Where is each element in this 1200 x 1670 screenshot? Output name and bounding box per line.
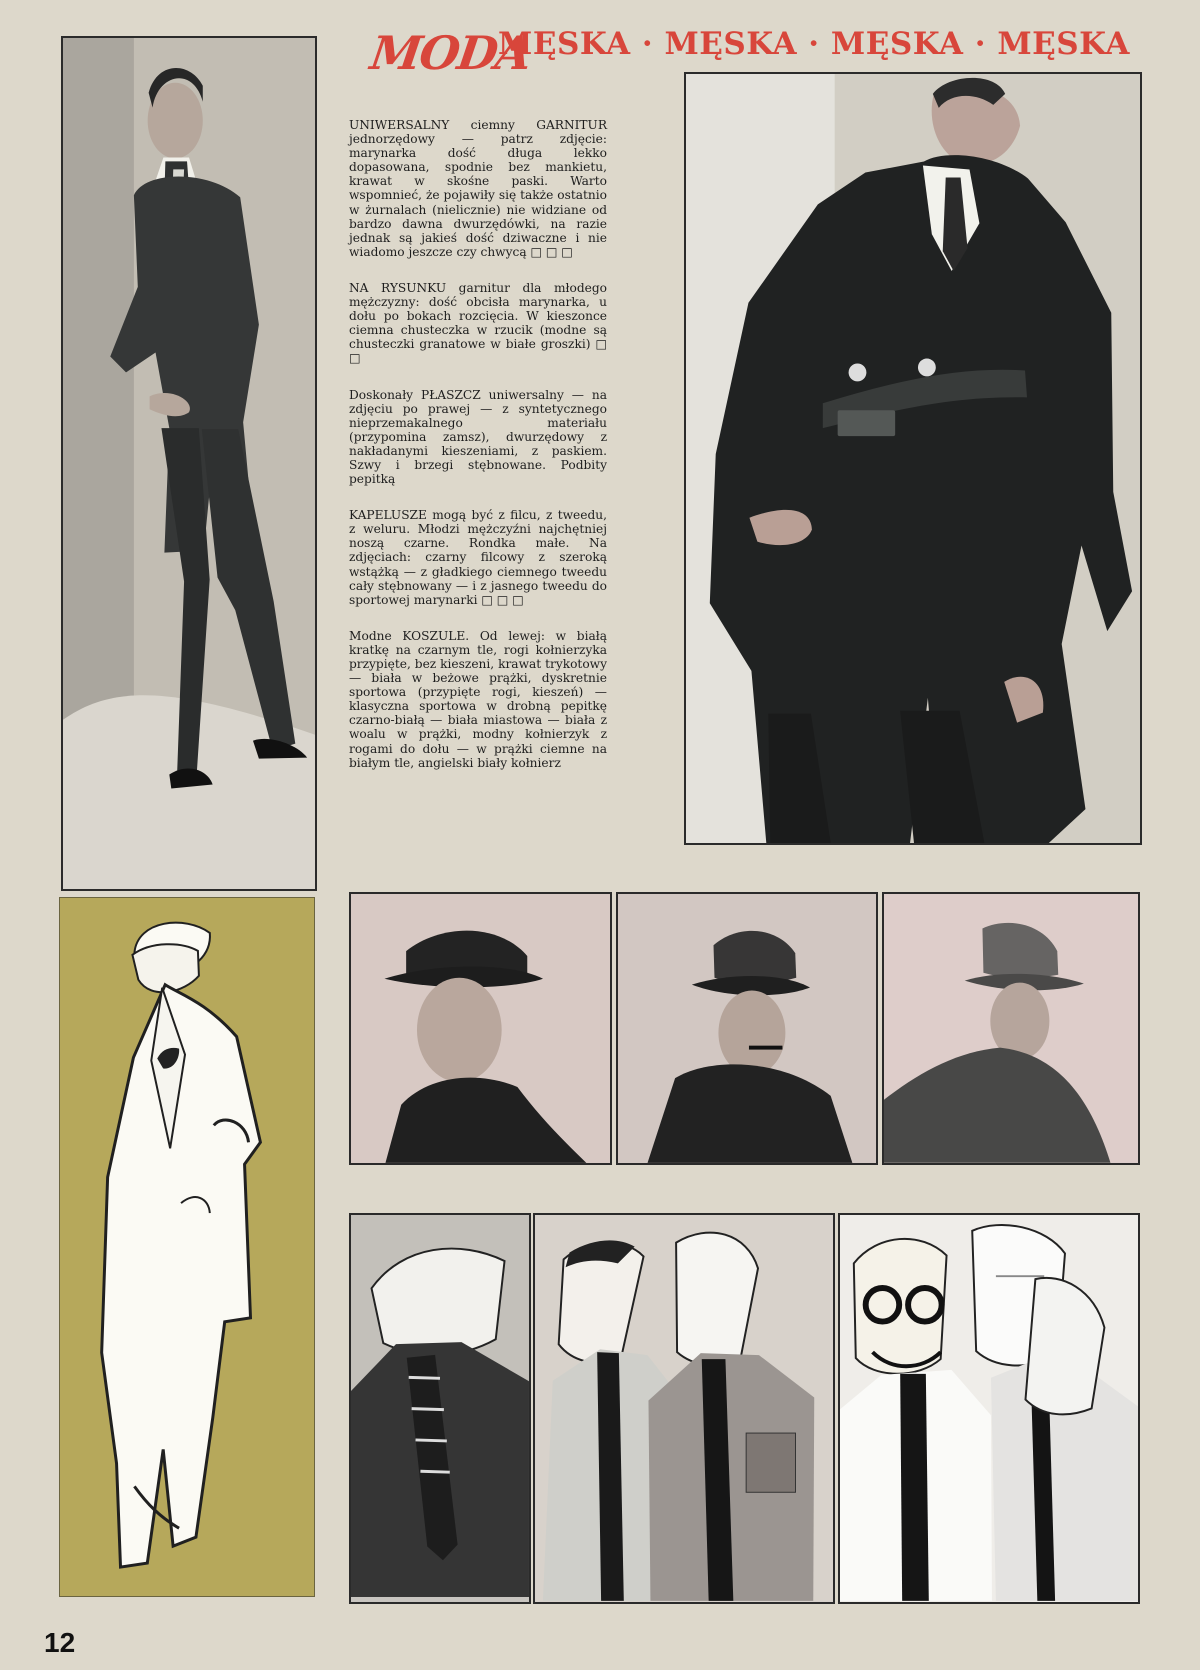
- checked-shirt-icon: [351, 1215, 529, 1597]
- article-paragraph-shirts: Modne KOSZULE. Od lewej: w białą kratkę na czarnym tle, rogi kołnierzyka przypięte, bez kieszeni, krawat trykotowy — biała w beżowe prążki, dyskretnie sportowa (przypięte rogi, kieszeń) — klasyczna sportowa w drobną pepitkę czarno-białą — biała miastowa — biała z woalu w prążki, modny kołnierzyk z rogami do dołu — w prążki ciemne na białym tle, angielski biały kołnierz: [349, 628, 607, 770]
- coat-photo: [684, 72, 1142, 845]
- hat-photo-dark-tweed: [616, 892, 878, 1165]
- striped-shirts-icon: [535, 1215, 833, 1601]
- article-paragraph-drawing: NA RYSUNKU garnitur dla młodego mężczyzny: dość obcisła marynarka, u dołu po bokach rozcięcia. W kieszonce ciemna chusteczka w rzucik (modne są chusteczki granatowe w białe groszki) □ □: [349, 280, 607, 366]
- page-number: 12: [44, 1627, 76, 1658]
- hat-photo-black-felt: [349, 892, 612, 1165]
- hat-portrait-3-icon: [884, 894, 1138, 1163]
- section-series-meska: MĘSKA · MĘSKA · MĘSKA · MĘSKA: [498, 26, 1130, 62]
- shirt-photo-white-and-pinstripe: [838, 1213, 1140, 1604]
- young-man-drawing: [59, 897, 315, 1597]
- section-word-moda: MODA: [367, 26, 534, 80]
- hat-portrait-1-icon: [351, 894, 610, 1163]
- young-man-drawing-icon: [60, 898, 314, 1596]
- coat-figure-icon: [686, 74, 1140, 843]
- shirt-photo-checked: [349, 1213, 531, 1604]
- white-shirts-icon: [840, 1215, 1138, 1601]
- suit-photo: [61, 36, 317, 891]
- article-paragraph-hats: KAPELUSZE mogą być z filcu, z tweedu, z weluru. Młodzi mężczyźni najchętniej noszą czarne. Rondka małe. Na zdjęciach: czarny filcowy z szeroką wstążką — z gładkiego ciemnego tweedu cały stębnowany — i z jasnego tweedu do sportowej marynarki □ □ □: [349, 508, 607, 607]
- suit-figure-icon: [63, 38, 315, 889]
- article-paragraph-suit: UNIWERSALNY ciemny GARNITUR jednorzędowy — patrz zdjęcie: marynarka dość długa lekko dopasowana, spodnie bez mankietu, krawat w skośne paski. Warto wspomnieć, że pojawiły się także ostatnio w żurnalach (nielicznie) nie widziane od bardzo dawna dwurzędówki, na razie jednak są jakieś dość dziwaczne i nie wiadomo jeszcze czy chwycą □ □ □: [349, 118, 607, 259]
- article-paragraph-coat: Doskonały PŁASZCZ uniwersalny — na zdjęciu po prawej — z syntetycznego nieprzemakalnego materiału (przypomina zamsz), dwurzędowy z nakładanymi kieszeniami, z paskiem. Szwy i brzegi stębnowane. Podbity pepitką: [349, 387, 607, 487]
- shirt-photo-striped-with-pocket: [533, 1213, 835, 1604]
- hat-portrait-2-icon: [618, 894, 876, 1163]
- article-text: [349, 118, 607, 858]
- hat-photo-light-tweed: [882, 892, 1140, 1165]
